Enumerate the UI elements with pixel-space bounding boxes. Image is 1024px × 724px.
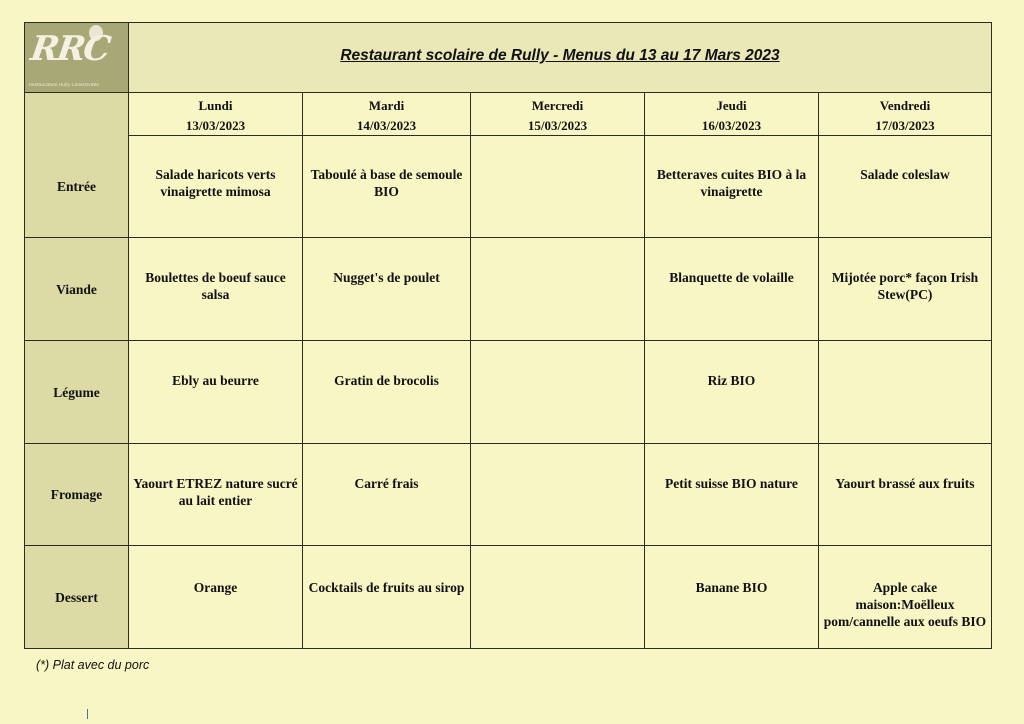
day-name: Vendredi [879, 98, 931, 113]
footnote: (*) Plat avec du porc [36, 658, 150, 672]
day-date: 15/03/2023 [527, 118, 588, 133]
day-header-jeudi [645, 93, 819, 136]
menu-cell [471, 546, 645, 648]
menu-cell: Carré frais [303, 444, 471, 546]
category-label: Viande [25, 238, 129, 341]
category-label: Dessert [25, 546, 129, 648]
title-band [129, 23, 991, 93]
scan-mark [87, 709, 88, 719]
menu-sheet [24, 22, 992, 649]
rrc-logo [25, 23, 129, 93]
menu-cell [471, 444, 645, 546]
menu-cell: Salade coleslaw [819, 136, 991, 238]
day-name: Mardi [368, 98, 405, 113]
day-date: 14/03/2023 [356, 118, 417, 133]
menu-cell [471, 136, 645, 238]
category-label: Fromage [25, 444, 129, 546]
day-header-lundi [129, 93, 303, 136]
menu-cell: Cocktails de fruits au sirop [303, 546, 471, 648]
day-header-vendredi [819, 93, 991, 136]
menu-cell [819, 341, 991, 444]
day-name: Lundi [198, 98, 233, 113]
day-date: 16/03/2023 [701, 118, 762, 133]
logo-subtitle: Restauration Rully Collectivités [29, 83, 99, 88]
menu-cell: Nugget's de poulet [303, 238, 471, 341]
menu-cell: Betteraves cuites BIO à la vinaigrette [645, 136, 819, 238]
menu-cell: Yaourt ETREZ nature sucré au lait entier [129, 444, 303, 546]
day-date: 13/03/2023 [185, 118, 246, 133]
menu-cell: Mijotée porc* façon Irish Stew(PC) [819, 238, 991, 341]
menu-cell: Taboulé à base de semoule BIO [303, 136, 471, 238]
menu-cell: Riz BIO [645, 341, 819, 444]
day-header-mercredi [471, 93, 645, 136]
day-name: Jeudi [716, 98, 747, 113]
menu-cell: Banane BIO [645, 546, 819, 648]
menu-cell: Yaourt brassé aux fruits [819, 444, 991, 546]
menu-cell: Petit suisse BIO nature [645, 444, 819, 546]
day-name: Mercredi [531, 98, 584, 113]
menu-cell: Boulettes de boeuf sauce salsa [129, 238, 303, 341]
menu-cell: Apple cake maison:Moëlleux pom/cannelle aux oeufs BIO [823, 580, 987, 629]
logo-letters: RRC [28, 29, 112, 69]
menu-cell: Gratin de brocolis [303, 341, 471, 444]
menu-cell: Salade haricots verts vinaigrette mimosa [129, 136, 303, 238]
category-label: Légume [25, 341, 129, 444]
menu-cell: Ebly au beurre [129, 341, 303, 444]
category-label: Entrée [25, 136, 129, 238]
menu-cell: Blanquette de volaille [645, 238, 819, 341]
day-date: 17/03/2023 [875, 118, 935, 133]
menu-cell [471, 341, 645, 444]
day-header-mardi [303, 93, 471, 136]
menu-cell [471, 238, 645, 341]
page-title: Restaurant scolaire de Rully - Menus du 13 au 17 Mars 2023 [340, 47, 780, 64]
menu-cell: Orange [129, 546, 303, 648]
